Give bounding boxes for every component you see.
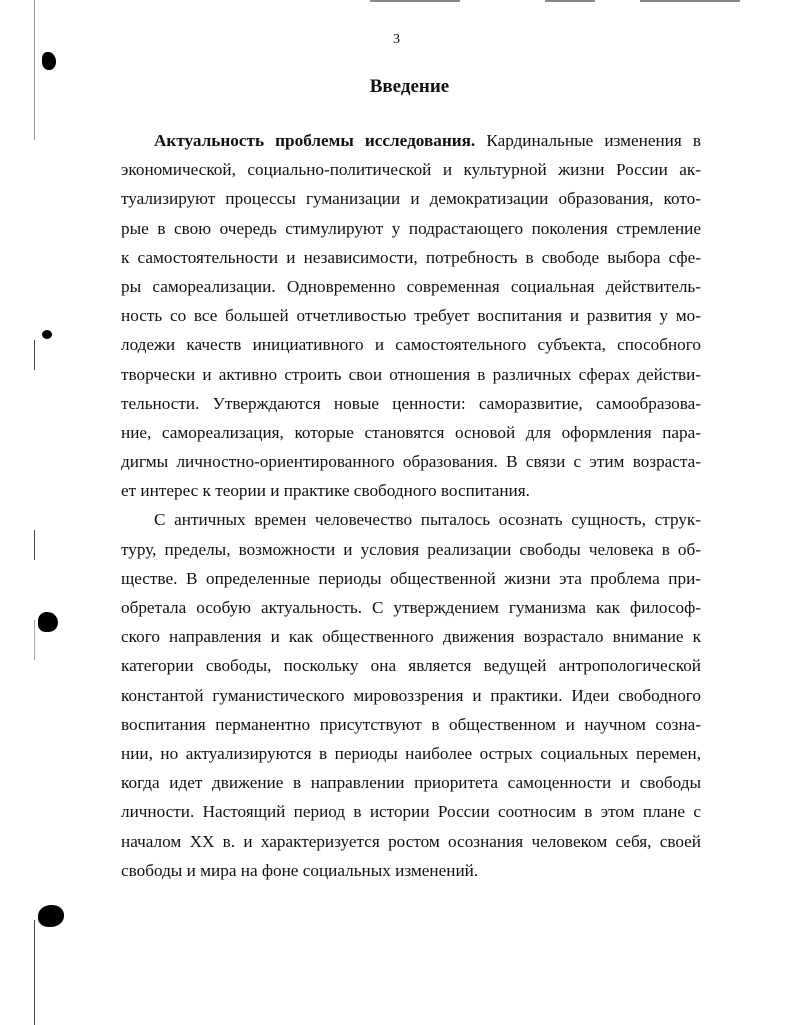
lead-in-heading: Актуальность проблемы исследования.: [154, 131, 476, 150]
text-line: ского направления и как общественного движения возрастало внимание к: [121, 627, 701, 647]
scan-margin-line: [34, 620, 35, 660]
text-line: ществе. В определенные периоды общественной жизни эта проблема при-: [121, 568, 701, 588]
text-line: туализируют процессы гуманизации и демократизации образования, кото-: [121, 189, 701, 209]
scan-margin-line: [34, 920, 35, 1025]
text-line: экономической, социально-политической и культурной жизни России ак-: [121, 160, 701, 180]
body-text: [121, 126, 701, 885]
text-line: свободы и мира на фоне социальных изменений.: [121, 860, 479, 880]
scan-edge-mark: [545, 0, 595, 2]
text-line: рые в свою очередь стимулируют у подрастающего поколения стремление: [121, 218, 701, 238]
text-line: началом XX в. и характеризуется ростом осознания человеком себя, своей: [121, 831, 701, 851]
scan-margin-line: [34, 0, 35, 140]
text-line: творчески и активно строить свои отношения в различных сферах действи-: [121, 364, 701, 384]
text-line: С античных времен человечество пыталось осознать сущность, струк-: [154, 510, 701, 530]
text-line: Актуальность проблемы исследования. Кардинальные изменения в: [154, 131, 701, 150]
page-title: Введение: [369, 76, 450, 97]
punch-hole-mark: [38, 905, 64, 927]
scan-edge-mark: [370, 0, 460, 2]
text-line: категории свободы, поскольку она является ведущей антропологической: [121, 656, 701, 676]
page-number: 3: [393, 32, 400, 47]
paragraph-2: [121, 505, 701, 884]
text-line: воспитания перманентно присутствуют в общественном и научном созна-: [121, 714, 701, 734]
punch-hole-mark: [42, 330, 52, 339]
text-line: дигмы личностно-ориентированного образования. В связи с этим возраста-: [121, 452, 701, 472]
punch-hole-mark: [38, 612, 58, 632]
text-line: нии, но актуализируются в периоды наиболее острых социальных перемен,: [121, 743, 701, 763]
scan-margin-line: [34, 340, 35, 370]
text-line: константой гуманистического мировоззрения и практики. Идеи свободного: [121, 685, 701, 705]
text-line: ры самореализации. Одновременно современная социальная действитель-: [121, 276, 701, 296]
paragraph-1: [121, 126, 701, 505]
text-line: лодежи качеств инициативного и самостоятельного субъекта, способного: [121, 335, 701, 355]
text-line: ние, самореализация, которые становятся основой для оформления пара-: [121, 422, 701, 442]
text-line: туру, пределы, возможности и условия реализации свободы человека в об-: [121, 539, 701, 559]
text-line: ет интерес к теории и практике свободного воспитания.: [121, 481, 530, 501]
scan-edge-mark: [640, 0, 740, 2]
text-line: к самостоятельности и независимости, потребность в свободе выбора сфе-: [121, 247, 701, 267]
text-line: ность со все большей отчетливостью требует воспитания и развития у мо-: [121, 306, 701, 326]
text-line: личности. Настоящий период в истории России соотносим в этом плане с: [121, 802, 701, 822]
text-line: тельности. Утверждаются новые ценности: саморазвитие, самообразова-: [121, 393, 701, 413]
text-line: обретала особую актуальность. С утверждением гуманизма как философ-: [121, 598, 701, 617]
text-line: когда идет движение в направлении приоритета самоценности и свободы: [121, 773, 701, 793]
punch-hole-mark: [42, 52, 56, 70]
scan-margin-line: [34, 530, 35, 560]
